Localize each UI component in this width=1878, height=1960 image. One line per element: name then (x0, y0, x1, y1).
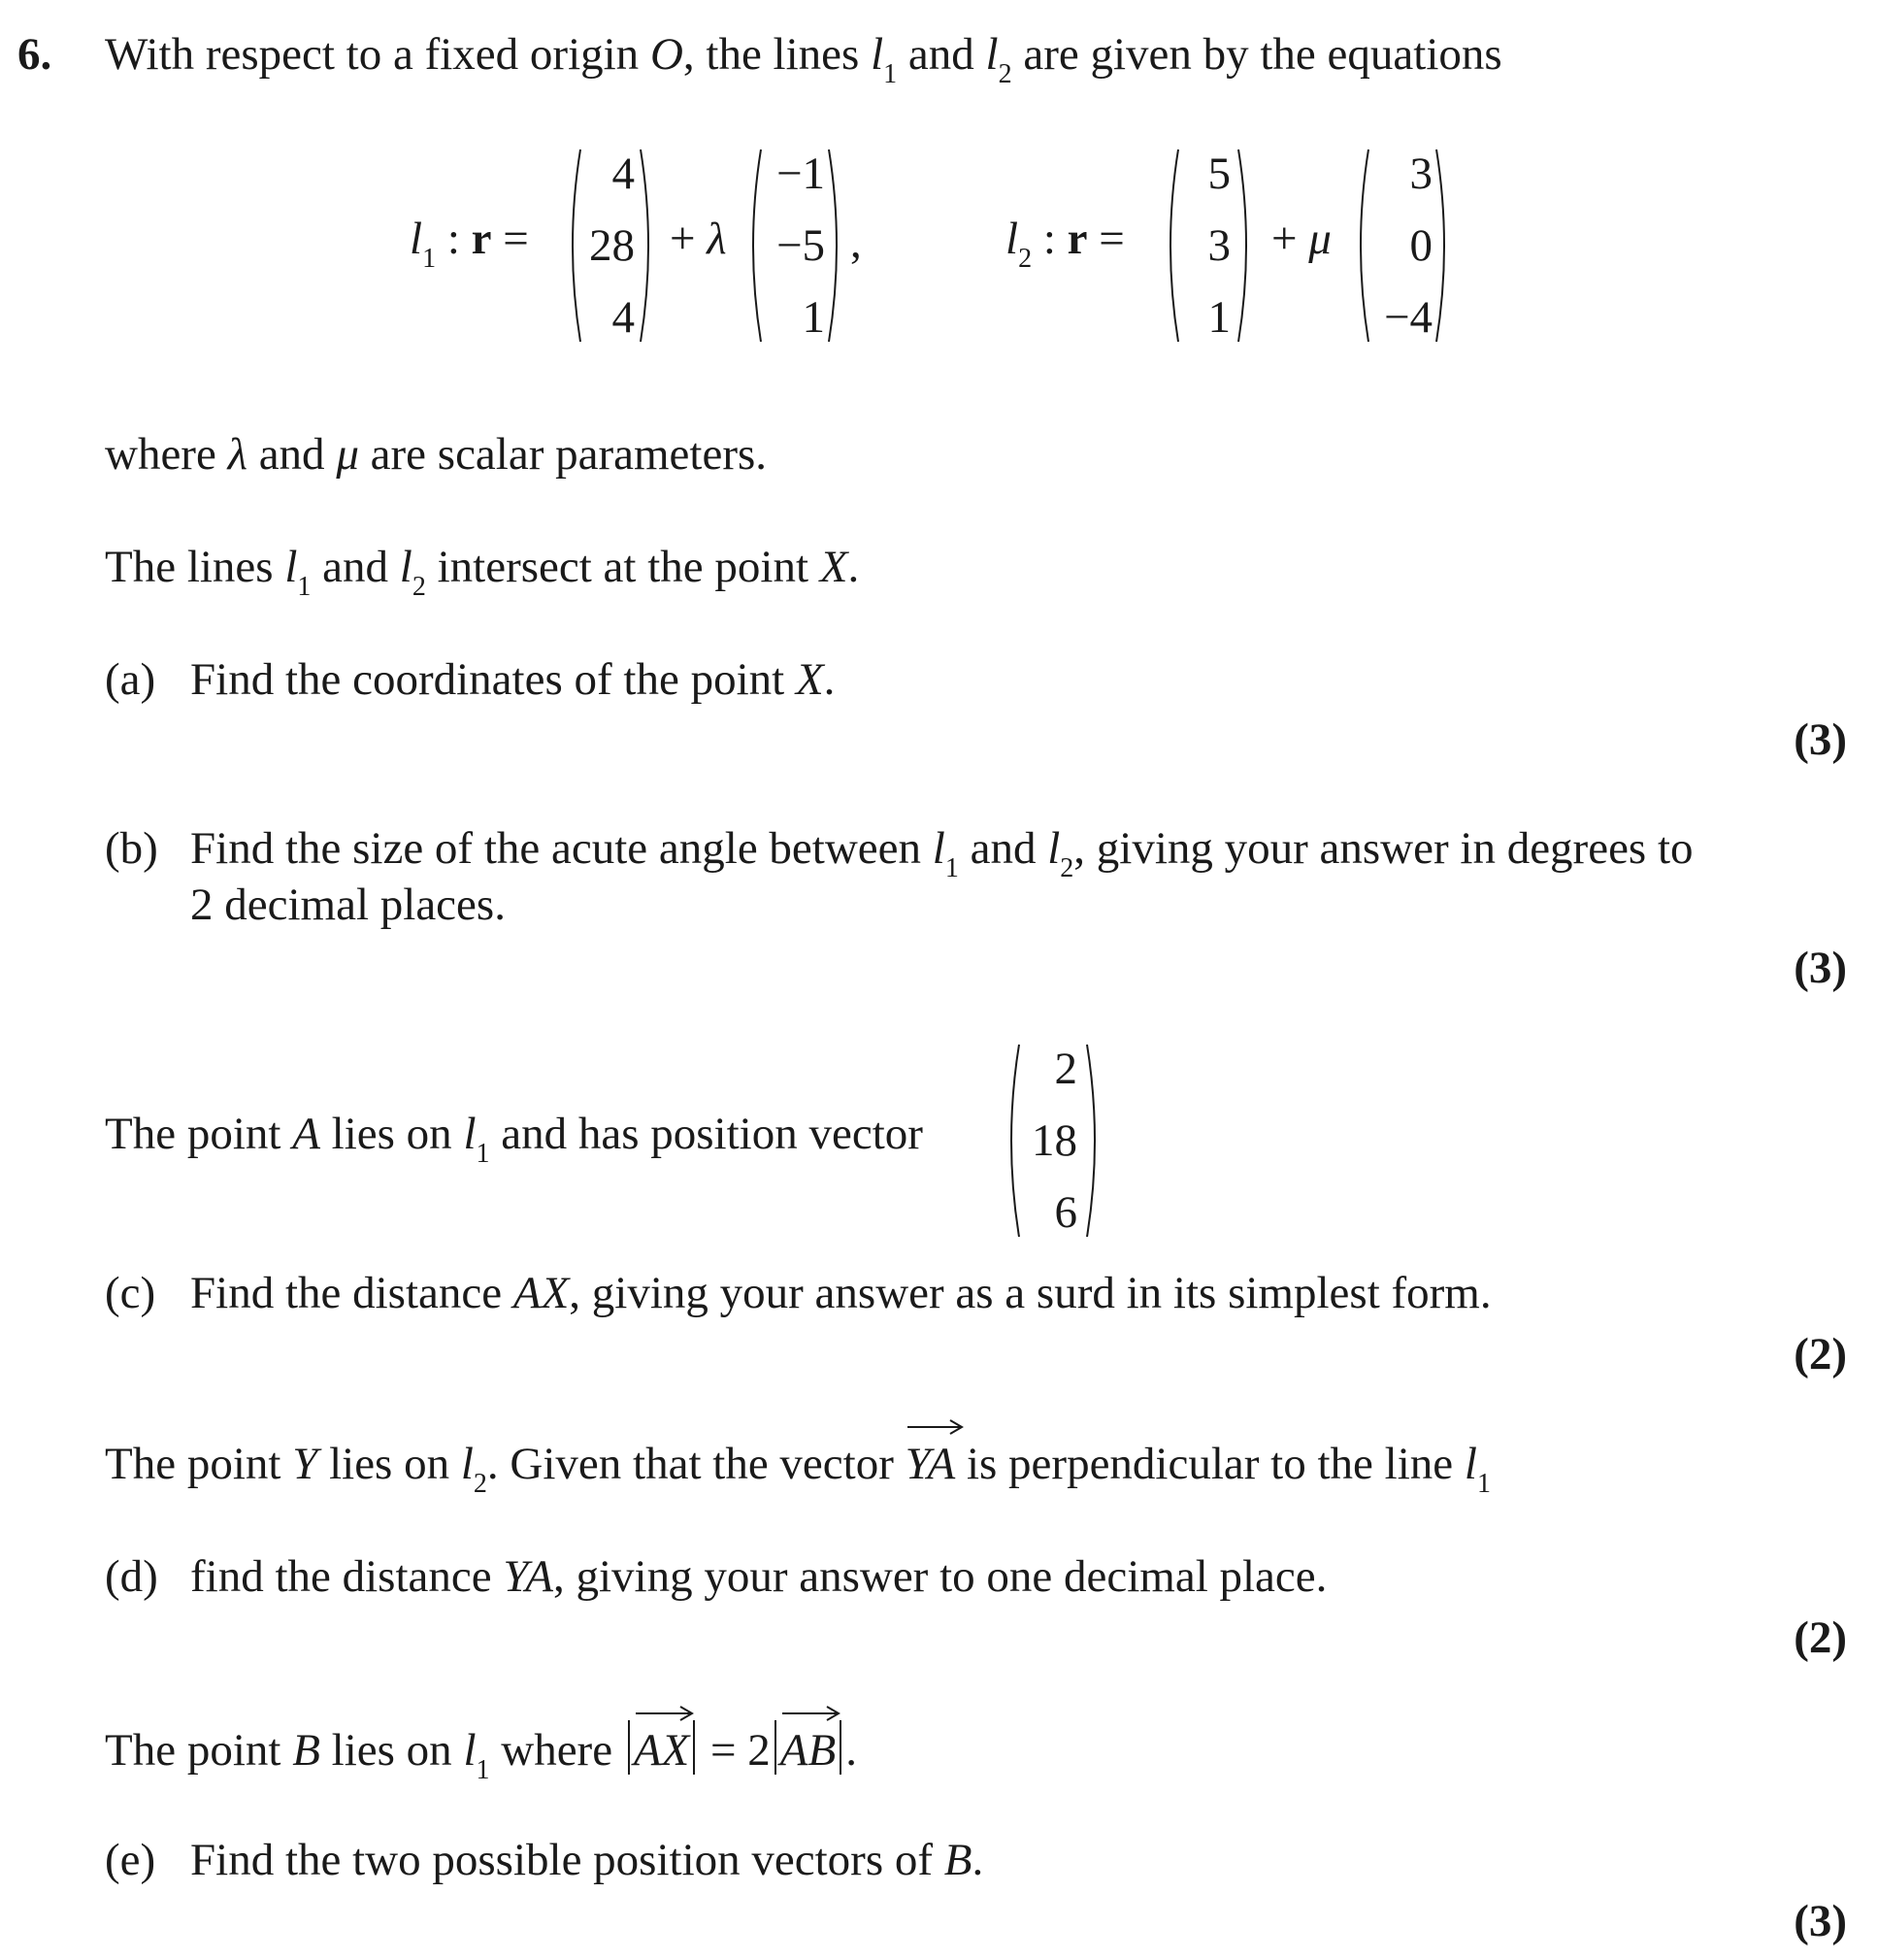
eq-l2-plus-mu (1271, 212, 1332, 266)
intersect-X: X (819, 542, 848, 592)
l2-direction-z: −4 (1383, 292, 1433, 343)
line-l1-subscript: 1 (883, 59, 898, 89)
vector-AX-text: AX (633, 1725, 690, 1776)
abs-bar-right-2 (840, 1720, 841, 1775)
point-y-sub2: 2 (473, 1469, 487, 1499)
vector-arrow-icon (906, 1415, 964, 1435)
intersect-sub1: 1 (297, 572, 312, 602)
point-a-part-2: lies on (319, 1109, 464, 1159)
eq-l2-colon: : (1032, 214, 1068, 264)
l1-direction-z: 1 (802, 292, 825, 343)
part-d-text-2: , giving your answer to one decimal place. (552, 1551, 1328, 1602)
point-a-sub: 1 (476, 1139, 490, 1169)
l2-direction-y: 0 (1409, 220, 1433, 271)
part-b-sub1: 1 (944, 853, 959, 883)
point-a-vector (1002, 1041, 1104, 1241)
l1-point-x: 4 (611, 149, 635, 199)
eq-l1-name: l (410, 214, 423, 264)
part-d-text-1: find the distance (190, 1551, 504, 1602)
part-a-text: Find the coordinates of the point (190, 654, 796, 705)
part-b-marks: (3) (1794, 943, 1847, 993)
point-a-line (105, 1107, 923, 1169)
params-mu: μ (336, 429, 359, 480)
question-number: 6. (17, 29, 52, 80)
eq-l1-equals: = (491, 214, 529, 264)
intersect-l1: l (284, 542, 298, 592)
point-a-vector-z: 6 (1054, 1187, 1077, 1238)
abs-bar-right-1 (693, 1720, 695, 1775)
intro-and: and (897, 29, 986, 80)
params-part-1: where (105, 429, 228, 480)
point-b-end: . (845, 1725, 857, 1776)
part-b-label: (b) (105, 823, 158, 874)
part-b-l2: l (1047, 823, 1061, 874)
l1-point-z: 4 (611, 292, 635, 343)
l2-point-y: 3 (1207, 220, 1231, 271)
part-c (105, 1266, 1492, 1320)
part-d-label: (d) (105, 1551, 158, 1602)
point-y-part-2: lies on (317, 1439, 461, 1489)
part-e-label: (e) (105, 1835, 156, 1885)
intersect-sub2: 2 (412, 572, 426, 602)
part-a-end: . (823, 654, 836, 705)
point-b-l: l (463, 1725, 477, 1776)
point-a-part-1: The point (105, 1109, 293, 1159)
eq-l1-comma: , (850, 217, 862, 268)
point-a-part-3: and has position vector (489, 1109, 923, 1159)
part-c-label: (c) (105, 1268, 156, 1318)
origin-symbol: O (649, 29, 683, 80)
intersect-and: and (311, 542, 400, 592)
point-y-line (105, 1437, 1491, 1499)
eq-l1-plus-lambda (670, 212, 727, 266)
vector-arrow-icon (634, 1702, 694, 1721)
point-y-l1: l (1464, 1439, 1477, 1489)
part-d-YA: YA (503, 1551, 553, 1602)
point-a-vector-x: 2 (1054, 1044, 1077, 1094)
l2-direction-vector (1351, 146, 1454, 346)
eq-l2-sub: 2 (1018, 244, 1033, 274)
l1-point-vector (563, 146, 658, 346)
eq-l1-sub: 1 (422, 244, 437, 274)
point-b-line (105, 1720, 857, 1785)
l2-point-vector (1161, 146, 1256, 346)
point-y-l2: l (460, 1439, 474, 1489)
part-c-AX: AX (512, 1268, 570, 1318)
part-b-text-1: Find the size of the acute angle between (190, 823, 933, 874)
point-b-part-2: lies on (319, 1725, 464, 1776)
point-b-equals: = 2 (699, 1725, 771, 1776)
line-l2-subscript: 2 (998, 59, 1012, 89)
part-e-end: . (972, 1835, 984, 1885)
eq-l2-equals: = (1087, 214, 1125, 264)
eq-l1-lambda: λ (707, 214, 727, 264)
part-b-text-2: , giving your answer in degrees to (1073, 823, 1694, 874)
l1-point-y: 28 (589, 220, 635, 271)
intro-part-2: , the lines (682, 29, 872, 80)
params-part-3: are scalar parameters. (358, 429, 768, 480)
l1-direction-vector (743, 146, 846, 346)
eq-l2-plus: + (1271, 214, 1298, 264)
intro-part-1: With respect to a fixed origin (105, 29, 650, 80)
point-y-Y: Y (292, 1439, 318, 1489)
intro-part-3: are given by the equations (1011, 29, 1502, 80)
vector-YA-text: YA (905, 1439, 956, 1489)
point-a-vector-y: 18 (1032, 1115, 1077, 1166)
eq-l2-mu: μ (1308, 214, 1332, 264)
eq-l2-r: r (1067, 214, 1088, 264)
part-e-marks: (3) (1794, 1896, 1847, 1946)
intersect-part-1: The lines (105, 542, 285, 592)
part-d (105, 1549, 1327, 1604)
part-a-marks: (3) (1794, 714, 1847, 765)
params-part-2: and (247, 429, 337, 480)
part-e (105, 1833, 983, 1887)
l1-direction-y: −5 (775, 220, 825, 271)
part-c-text-1: Find the distance (190, 1268, 513, 1318)
point-b-part-3: where (489, 1725, 624, 1776)
params-lambda: λ (227, 429, 247, 480)
part-b-and: and (958, 823, 1048, 874)
line-l1-symbol: l (871, 29, 884, 80)
part-e-B: B (943, 1835, 972, 1885)
vector-AX (634, 1723, 689, 1777)
intersect-line (105, 540, 860, 602)
part-d-marks: (2) (1794, 1612, 1847, 1663)
part-b (105, 821, 1694, 883)
point-b-B: B (292, 1725, 320, 1776)
l2-point-x: 5 (1207, 149, 1231, 199)
point-y-part-4: is perpendicular to the line (955, 1439, 1465, 1489)
l2-direction-x: 3 (1409, 149, 1433, 199)
part-b-l1: l (932, 823, 945, 874)
intersect-end: . (847, 542, 860, 592)
intro-text (105, 27, 1502, 89)
point-y-part-1: The point (105, 1439, 293, 1489)
l1-direction-x: −1 (775, 149, 825, 199)
point-a-A: A (292, 1109, 320, 1159)
part-b-line-2: 2 decimal places. (190, 880, 506, 930)
point-y-sub1: 1 (1476, 1469, 1491, 1499)
part-a-label: (a) (105, 654, 156, 705)
equation-l1-lhs (410, 212, 529, 274)
part-a-X: X (795, 654, 824, 705)
eq-l1-plus: + (670, 214, 696, 264)
part-b-sub2: 2 (1060, 853, 1074, 883)
intersect-l2: l (399, 542, 412, 592)
line-l2-symbol: l (985, 29, 999, 80)
point-b-part-1: The point (105, 1725, 293, 1776)
vector-AB-text: AB (779, 1725, 837, 1776)
part-c-marks: (2) (1794, 1329, 1847, 1379)
part-e-text: Find the two possible position vectors of (190, 1835, 944, 1885)
part-a (105, 652, 835, 707)
intersect-part-2: intersect at the point (425, 542, 820, 592)
vector-AB (780, 1723, 836, 1777)
vector-YA (906, 1437, 956, 1491)
eq-l2-name: l (1005, 214, 1019, 264)
vector-arrow-icon (780, 1702, 840, 1721)
point-y-part-3: . Given that the vector (486, 1439, 906, 1489)
point-b-sub: 1 (476, 1755, 490, 1785)
params-line (105, 427, 767, 482)
eq-l1-r: r (471, 214, 492, 264)
abs-bar-left-2 (774, 1720, 776, 1775)
part-c-text-2: , giving your answer as a surd in its simplest form. (569, 1268, 1492, 1318)
eq-l1-colon: : (436, 214, 472, 264)
l2-point-z: 1 (1207, 292, 1231, 343)
equation-l2-lhs (1005, 212, 1125, 274)
point-a-l: l (463, 1109, 477, 1159)
abs-bar-left-1 (628, 1720, 630, 1775)
